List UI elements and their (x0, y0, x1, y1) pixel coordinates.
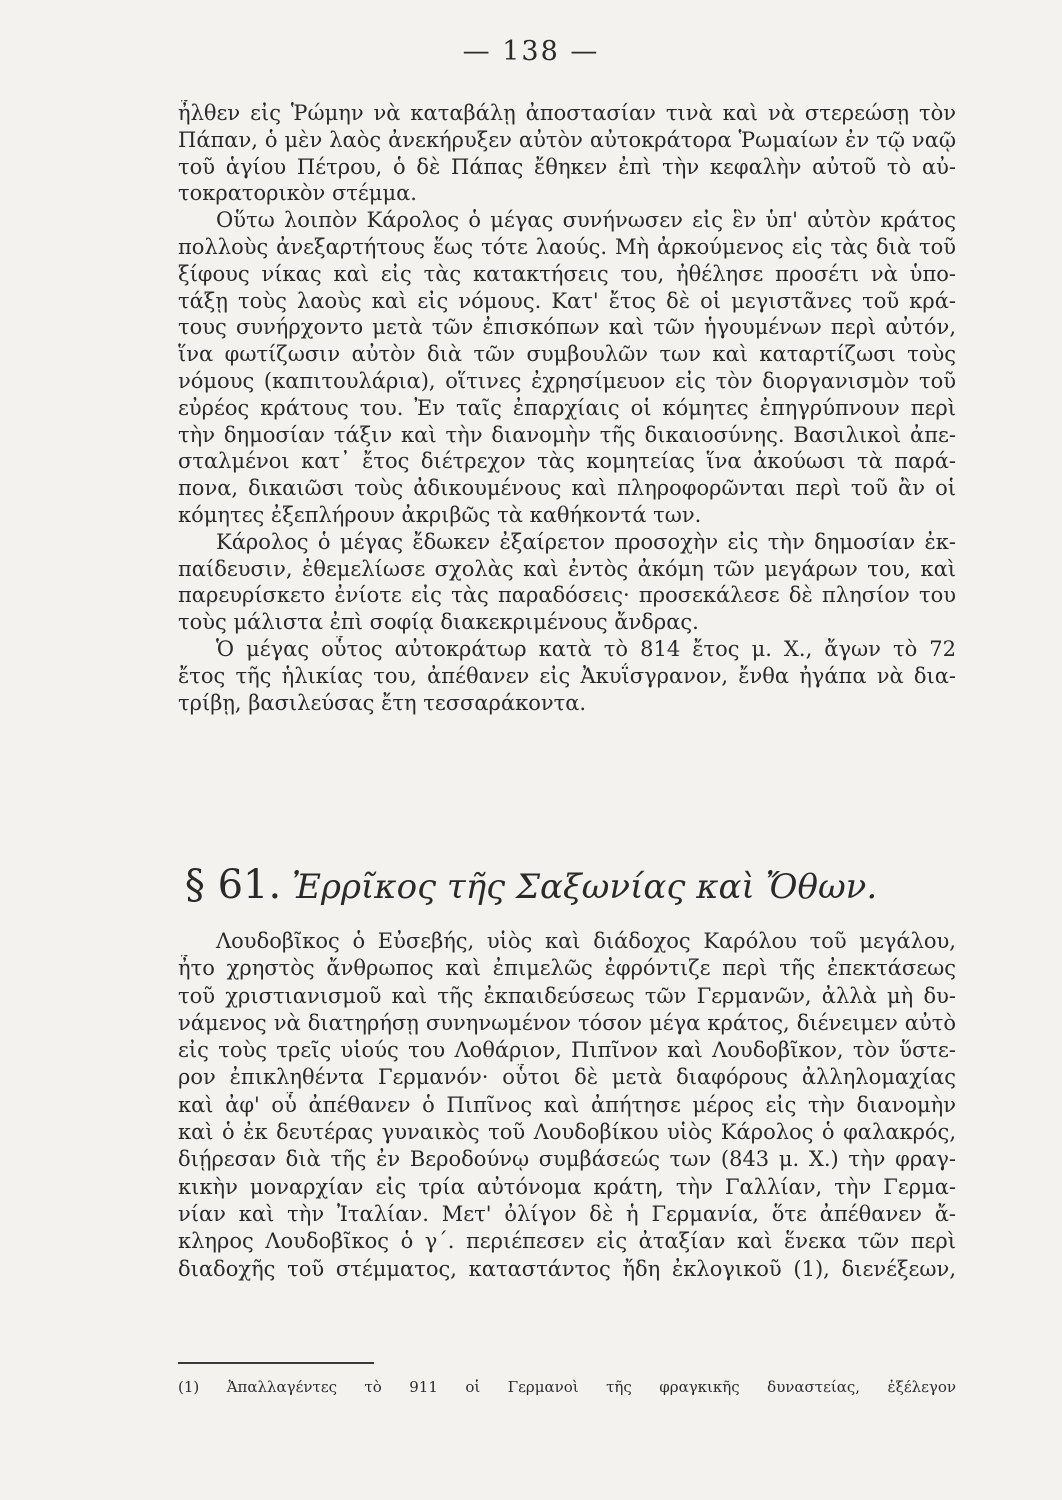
text-line: καὶ ἀφ' οὗ ἀπέθανεν ὁ Πιπῖνος καὶ ἀπήτησε μέρος εἰς τὴν διανομὴν (178, 1092, 956, 1117)
text-line: πολλοὺς ἀνεξαρτήτους ἕως τότε λαούς. Μὴ ἀρκούμενος εἰς τὰς διὰ τοῦ (178, 234, 956, 259)
text-line: κληρος Λουδοβῖκος ὁ γ΄. περιέπεσεν εἰς ἀταξίαν καὶ ἕνεκα τῶν περὶ (178, 1229, 956, 1254)
text-line: τάξῃ τοὺς λαοὺς καὶ εἰς νόμους. Κατ' ἔτος δὲ οἱ μεγιστᾶνες τοῦ κρά- (178, 288, 956, 313)
text-line: παίδευσιν, ἐθεμελίωσε σχολὰς καὶ ἐντὸς ἀκόμη τῶν μεγάρων του, καὶ (178, 556, 956, 581)
text-line: ἵνα φωτίζωσιν αὐτὸν διὰ τῶν συμβουλῶν των καὶ καταρτίζωσι τοὺς (178, 342, 956, 367)
section-symbol: § 61. (184, 862, 282, 908)
text-line: διῄρεσαν διὰ τῆς ἐν Βεροδούνῳ συμβάσεώς των (843 μ. Χ.) τὴν φραγ- (178, 1147, 956, 1172)
text-line: εὐρέος κράτους του. Ἐν ταῖς ἐπαρχίαις οἱ κόμητες ἐπηγρύπνουν περὶ (178, 395, 956, 420)
text-line: τὴν δημοσίαν τάξιν καὶ τὴν διανομὴν τῆς δικαιοσύνης. Βασιλικοὶ ἀπε- (178, 422, 956, 447)
text-line: τους συνήρχοντο μετὰ τῶν ἐπισκόπων καὶ τῶν ἡγουμένων περὶ αὐτόν, (178, 315, 956, 340)
text-block-1 (178, 100, 956, 716)
text-line: Οὕτω λοιπὸν Κάρολος ὁ μέγας συνήνωσεν εἰς ἓν ὑπ' αὐτὸν κράτος (216, 208, 956, 233)
text-line: τοῦ χριστιανισμοῦ καὶ τῆς ἐκπαιδεύσεως τῶν Γερμανῶν, ἀλλὰ μὴ δυ- (178, 983, 956, 1008)
text-line: Λουδοβῖκος ὁ Εὐσεβής, υἱὸς καὶ διάδοχος Καρόλου τοῦ μεγάλου, (216, 929, 956, 953)
footnote: (1) Ἀπαλλαγέντες τὸ 911 οἱ Γερμανοὶ τῆς φραγκικῆς δυναστείας, ἐξέλεγον (178, 1378, 956, 1396)
text-line: εἰς τοὺς τρεῖς υἱούς του Λοθάριον, Πιπῖνον καὶ Λουδοβῖκον, τὸν ὕστε- (178, 1038, 956, 1063)
text-block-2 (178, 928, 956, 1283)
text-line: τοκρατορικὸν στέμμα. (178, 181, 417, 206)
text-line: πονα, δικαιῶσι τοὺς ἀδικουμένους καὶ πληροφορῶνται περὶ τοῦ ἂν οἱ (178, 476, 956, 501)
text-line: ἦτο χρηστὸς ἄνθρωπος καὶ ἐπιμελῶς ἐφρόντιζε περὶ τῆς ἐπεκτάσεως (178, 956, 956, 981)
text-line: νίαν καὶ τὴν Ἰταλίαν. Μετ' ὀλίγον δὲ ἡ Γερμανία, ὅτε ἀπέθανεν ἄ- (178, 1201, 956, 1226)
page-number: — 138 — (462, 36, 600, 67)
text-line: τοῦ ἁγίου Πέτρου, ὁ δὲ Πάπας ἔθηκεν ἐπὶ τὴν κεφαλὴν αὐτοῦ τὸ αὐ- (178, 154, 956, 179)
text-line: κόμητες ἐξεπλήρουν ἀκριβῶς τὰ καθήκοντά των. (178, 502, 702, 527)
text-line: κικὴν μοναρχίαν εἰς τρία αὐτόνομα κράτη, τὴν Γαλλίαν, τὴν Γερμα- (178, 1174, 956, 1199)
text-line: διαδοχῆς τοῦ στέμματος, καταστάντος ἤδη ἐκλογικοῦ (1), διενέξεων, (178, 1256, 956, 1281)
text-line: Κάρολος ὁ μέγας ἔδωκεν ἐξαίρετον προσοχὴν εἰς τὴν δημοσίαν ἐκ- (216, 529, 956, 554)
text-line: Πάπαν, ὁ μὲν λαὸς ἀνεκήρυξεν αὐτὸν αὐτοκράτορα Ῥωμαίων ἐν τῷ ναῷ (178, 127, 956, 152)
text-line: νόμους (καπιτουλάρια), οἵτινες ἐχρησίμευον εἰς τὸν διοργανισμὸν τοῦ (178, 368, 956, 393)
footnote-rule (178, 1362, 374, 1364)
text-line: νάμενος νὰ διατηρήσῃ συνηνωμένον τόσον μέγα κράτος, διένειμεν αὐτὸ (178, 1010, 956, 1035)
text-line: καὶ ὁ ἐκ δευτέρας γυναικὸς τοῦ Λουδοβίκου υἱὸς Κάρολος ὁ φαλακρός, (178, 1120, 956, 1145)
text-line: Ὁ μέγας οὗτος αὐτοκράτωρ κατὰ τὸ 814 ἔτος μ. Χ., ἄγων τὸ 72 (216, 636, 956, 661)
text-line: τρίβῃ, βασιλεύσας ἔτη τεσσαράκοντα. (178, 690, 587, 715)
text-line: παρευρίσκετο ἐνίοτε εἰς τὰς παραδόσεις· προσεκάλεσε δὲ πλησίον του (178, 583, 956, 608)
section-title: Ἐρρῖκος τῆς Σαξωνίας καὶ Ὄθων. (292, 867, 878, 907)
text-line: ἔτος τῆς ἡλικίας του, ἀπέθανεν εἰς Ἀκυΐσγρανον, ἔνθα ἠγάπα νὰ δια- (178, 663, 956, 688)
text-line: ρον ἐπικληθέντα Γερμανόν· οὗτοι δὲ μετὰ διαφόρους ἀλληλομαχίας (178, 1065, 956, 1090)
text-line: ξίφους νίκας καὶ εἰς τὰς κατακτήσεις του, ἠθέλησε προσέτι νὰ ὑπο- (178, 261, 956, 286)
section-heading (0, 862, 1062, 908)
text-line: τοὺς μάλιστα ἐπὶ σοφίᾳ διακεκριμένους ἄνδρας. (178, 610, 699, 635)
text-line: ἦλθεν εἰς Ῥώμην νὰ καταβάλῃ ἀποστασίαν τινὰ καὶ νὰ στερεώσῃ τὸν (178, 101, 956, 125)
text-line: σταλμένοι κατ᾽ ἔτος διέτρεχον τὰς κομητείας ἵνα ἀκούωσι τὰ παρά- (178, 449, 956, 474)
